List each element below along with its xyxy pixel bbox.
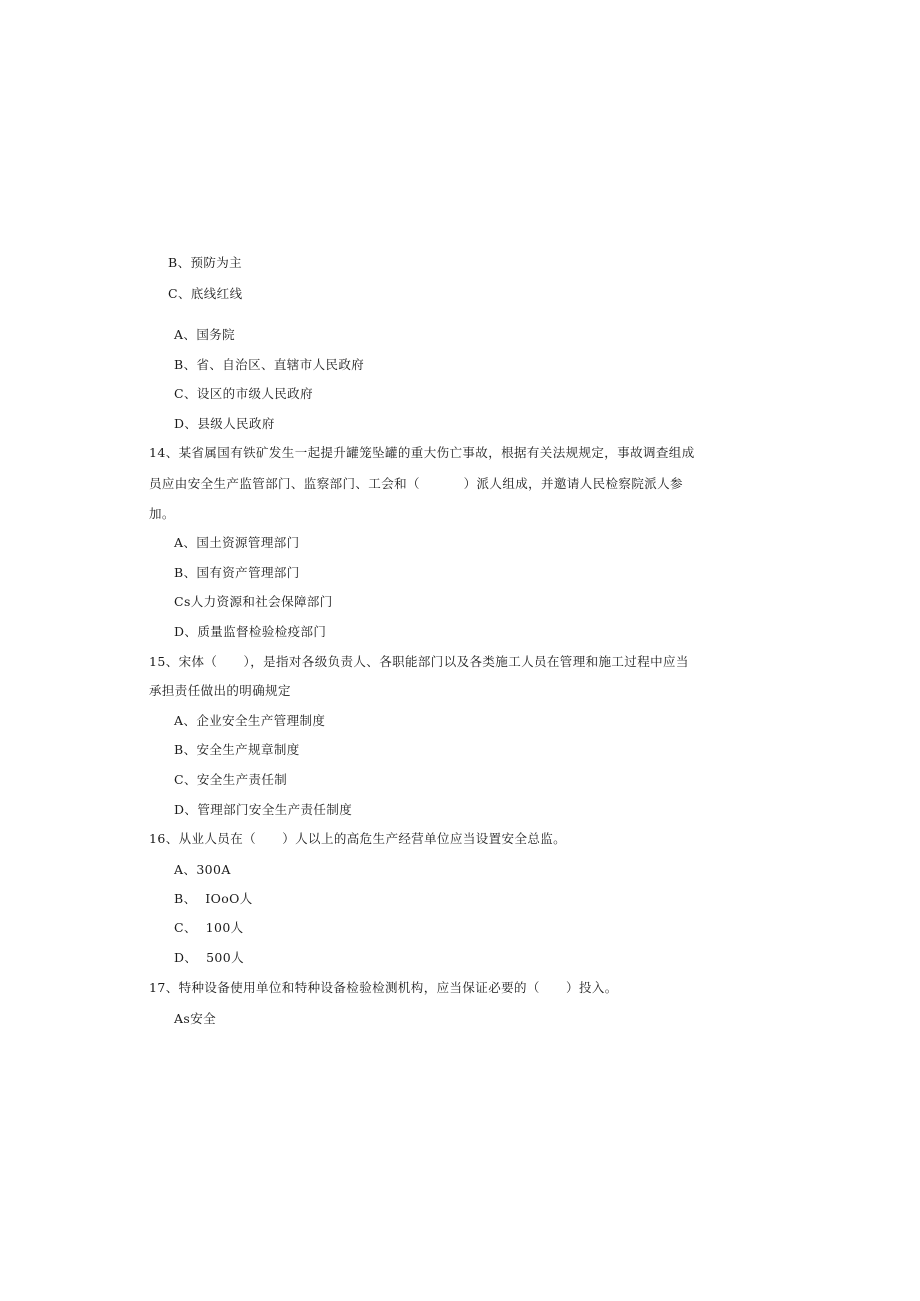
q15-option-c: C、安全生产责任制	[174, 772, 288, 787]
q13-option-a: A、国务院	[174, 327, 236, 342]
q16-option-d: D、 500人	[174, 950, 245, 965]
q16-text-line-1: 16、从业人员在（ ）人以上的高危生产经营单位应当设置安全总监。	[149, 831, 567, 846]
q16-option-c: C、 100人	[174, 920, 244, 935]
q14-option-a: A、国土资源管理部门	[174, 535, 300, 550]
q14-text-line-2: 员应由安全生产监管部门、监察部门、工会和（ ）派人组成，并邀请人民检察院派人参	[149, 476, 683, 491]
q16-option-b: B、 IOoO人	[174, 891, 253, 906]
q14-option-b: B、国有资产管理部门	[174, 565, 300, 580]
option-b-prev: B、预防为主	[168, 255, 243, 270]
q13-option-d: D、县级人民政府	[174, 416, 275, 431]
q13-option-b: B、省、自治区、直辖市人民政府	[174, 357, 365, 372]
option-c-prev: C、底线红线	[168, 286, 243, 301]
q15-option-b: B、安全生产规章制度	[174, 742, 300, 757]
q17-text-line-1: 17、特种设备使用单位和特种设备检验检测机构，应当保证必要的（ ）投入。	[149, 980, 618, 995]
q14-option-d: D、质量监督检验检疫部门	[174, 624, 327, 639]
q14-option-c: Cs人力资源和社会保障部门	[174, 594, 333, 609]
q15-option-d: D、管理部门安全生产责任制度	[174, 802, 353, 817]
q17-option-a: As安全	[174, 1011, 217, 1026]
q15-text-line-1: 15、宋体（ ），是指对各级负责人、各职能部门以及各类施工人员在管理和施工过程中应当	[149, 654, 689, 669]
q14-text-line-1: 14、某省属国有铁矿发生一起提升罐笼坠罐的重大伤亡事故，根据有关法规规定，事故调查组成	[149, 445, 695, 460]
q13-option-c: C、设区的市级人民政府	[174, 386, 313, 401]
q16-option-a: A、300A	[174, 862, 231, 877]
q15-option-a: A、企业安全生产管理制度	[174, 713, 326, 728]
q14-text-line-3: 加。	[149, 506, 175, 521]
q15-text-line-2: 承担责任做出的明确规定	[149, 683, 291, 698]
